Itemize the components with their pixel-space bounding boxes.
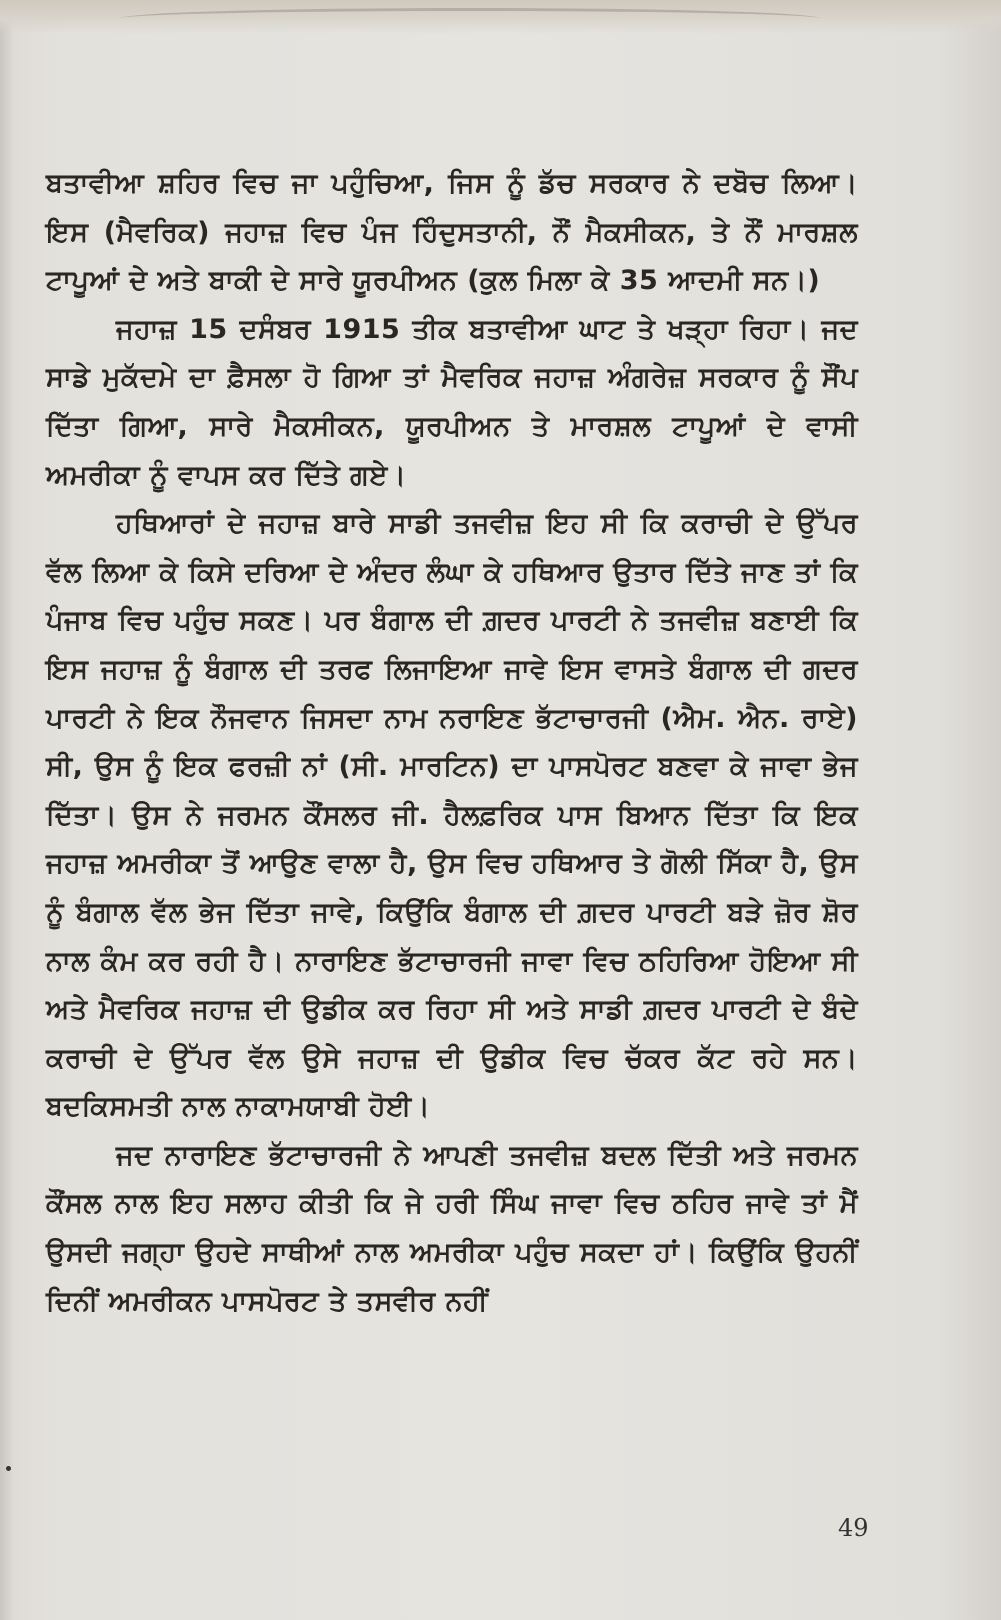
page-curl-shadow <box>120 8 820 29</box>
paragraph-4: ਜਦ ਨਾਰਾਇਣ ਭੱਟਾਚਾਰਜੀ ਨੇ ਆਪਣੀ ਤਜਵੀਜ਼ ਬਦਲ ਦਿੱਤੀ ਅਤੇ ਜਰਮਨ ਕੌਂਸਲ ਨਾਲ ਇਹ ਸਲਾਹ ਕੀਤੀ ਕਿ ਜੇ ਹਰੀ ਸਿੰਘ ਜਾਵਾ ਵਿਚ ਠਹਿਰ ਜਾਵੇ ਤਾਂ ਮੈਂ ਉਸਦੀ ਜਗ੍ਹਾ ਉਹਦੇ ਸਾਥੀਆਂ ਨਾਲ ਅਮਰੀਕਾ ਪਹੁੰਚ ਸਕਦਾ ਹਾਂ। ਕਿਉਂਕਿ ਉਹਨੀਂ ਦਿਨੀਂ ਅਮਰੀਕਨ ਪਾਸਪੋਰਟ ਤੇ ਤਸਵੀਰ ਨਹੀਂ <box>46 1139 858 1317</box>
paragraph-1: ਬਤਾਵੀਆ ਸ਼ਹਿਰ ਵਿਚ ਜਾ ਪਹੁੰਚਿਆ, ਜਿਸ ਨੂੰ ਡੱਚ ਸਰਕਾਰ ਨੇ ਦਬੋਚ ਲਿਆ। ਇਸ (ਮੈਵਰਿਕ) ਜਹਾਜ਼ ਵਿਚ ਪੰਜ ਹਿੰਦੁਸਤਾਨੀ, ਨੌਂ ਮੈਕਸੀਕਨ, ਤੇ ਨੌਂ ਮਾਰਸ਼ਲ ਟਾਪੂਆਂ ਦੇ ਅਤੇ ਬਾਕੀ ਦੇ ਸਾਰੇ ਯੂਰਪੀਅਨ (ਕੁਲ ਮਿਲਾ ਕੇ 35 ਆਦਮੀ ਸਨ।) <box>46 168 858 297</box>
body-text <box>46 160 858 1326</box>
ink-dot <box>6 1466 11 1471</box>
paragraph-2: ਜਹਾਜ਼ 15 ਦਸੰਬਰ 1915 ਤੀਕ ਬਤਾਵੀਆ ਘਾਟ ਤੇ ਖੜ੍ਹਾ ਰਿਹਾ। ਜਦ ਸਾਡੇ ਮੁਕੱਦਮੇ ਦਾ ਫ਼ੈਸਲਾ ਹੋ ਗਿਆ ਤਾਂ ਮੈਵਰਿਕ ਜਹਾਜ਼ ਅੰਗਰੇਜ਼ ਸਰਕਾਰ ਨੂੰ ਸੌਂਪ ਦਿੱਤਾ ਗਿਆ, ਸਾਰੇ ਮੈਕਸੀਕਨ, ਯੂਰਪੀਅਨ ਤੇ ਮਾਰਸ਼ਲ ਟਾਪੂਆਂ ਦੇ ਵਾਸੀ ਅਮਰੀਕਾ ਨੂੰ ਵਾਪਸ ਕਰ ਦਿੱਤੇ ਗਏ। <box>46 313 858 491</box>
paragraph-3: ਹਥਿਆਰਾਂ ਦੇ ਜਹਾਜ਼ ਬਾਰੇ ਸਾਡੀ ਤਜਵੀਜ਼ ਇਹ ਸੀ ਕਿ ਕਰਾਚੀ ਦੇ ਉੱਪਰ ਵੱਲ ਲਿਆ ਕੇ ਕਿਸੇ ਦਰਿਆ ਦੇ ਅੰਦਰ ਲੰਘਾ ਕੇ ਹਥਿਆਰ ਉਤਾਰ ਦਿੱਤੇ ਜਾਣ ਤਾਂ ਕਿ ਪੰਜਾਬ ਵਿਚ ਪਹੁੰਚ ਸਕਣ। ਪਰ ਬੰਗਾਲ ਦੀ ਗ਼ਦਰ ਪਾਰਟੀ ਨੇ ਤਜਵੀਜ਼ ਬਣਾਈ ਕਿ ਇਸ ਜਹਾਜ਼ ਨੂੰ ਬੰਗਾਲ ਦੀ ਤਰਫ ਲਿਜਾਇਆ ਜਾਵੇ ਇਸ ਵਾਸਤੇ ਬੰਗਾਲ ਦੀ ਗਦਰ ਪਾਰਟੀ ਨੇ ਇਕ ਨੌਜਵਾਨ ਜਿਸਦਾ ਨਾਮ ਨਰਾਇਣ ਭੱਟਾਚਾਰਜੀ (ਐਮ. ਐਨ. ਰਾਏ) ਸੀ, ਉਸ ਨੂੰ ਇਕ ਫਰਜ਼ੀ ਨਾਂ (ਸੀ. ਮਾਰਟਿਨ) ਦਾ ਪਾਸਪੋਰਟ ਬਣਵਾ ਕੇ ਜਾਵਾ ਭੇਜ ਦਿੱਤਾ। ਉਸ ਨੇ ਜਰਮਨ ਕੌਂਸਲਰ ਜੀ. ਹੈਲਫ਼ਰਿਕ ਪਾਸ ਬਿਆਨ ਦਿੱਤਾ ਕਿ ਇਕ ਜਹਾਜ਼ ਅਮਰੀਕਾ ਤੋਂ ਆਉਣ ਵਾਲਾ ਹੈ, ਉਸ ਵਿਚ ਹਥਿਆਰ ਤੇ ਗੋਲੀ ਸਿੱਕਾ ਹੈ, ਉਸ ਨੂੰ ਬੰਗਾਲ ਵੱਲ ਭੇਜ ਦਿੱਤਾ ਜਾਵੇ, ਕਿਉਂਕਿ ਬੰਗਾਲ ਦੀ ਗ਼ਦਰ ਪਾਰਟੀ ਬੜੇ ਜ਼ੋਰ ਸ਼ੋਰ ਨਾਲ ਕੰਮ ਕਰ ਰਹੀ ਹੈ। ਨਾਰਾਇਣ ਭੱਟਾਚਾਰਜੀ ਜਾਵਾ ਵਿਚ ਠਹਿਰਿਆ ਹੋਇਆ ਸੀ ਅਤੇ ਮੈਵਰਿਕ ਜਹਾਜ਼ ਦੀ ਉਡੀਕ ਕਰ ਰਿਹਾ ਸੀ ਅਤੇ ਸਾਡੀ ਗ਼ਦਰ ਪਾਰਟੀ ਦੇ ਬੰਦੇ ਕਰਾਚੀ ਦੇ ਉੱਪਰ ਵੱਲ ਉਸੇ ਜਹਾਜ਼ ਦੀ ਉਡੀਕ ਵਿਚ ਚੱਕਰ ਕੱਟ ਰਹੇ ਸਨ। ਬਦਕਿਸਮਤੀ ਨਾਲ ਨਾਕਾਮਯਾਬੀ ਹੋਈ। <box>46 508 858 1123</box>
page-top-edge <box>0 0 1001 34</box>
page-number: 49 <box>838 1514 869 1542</box>
